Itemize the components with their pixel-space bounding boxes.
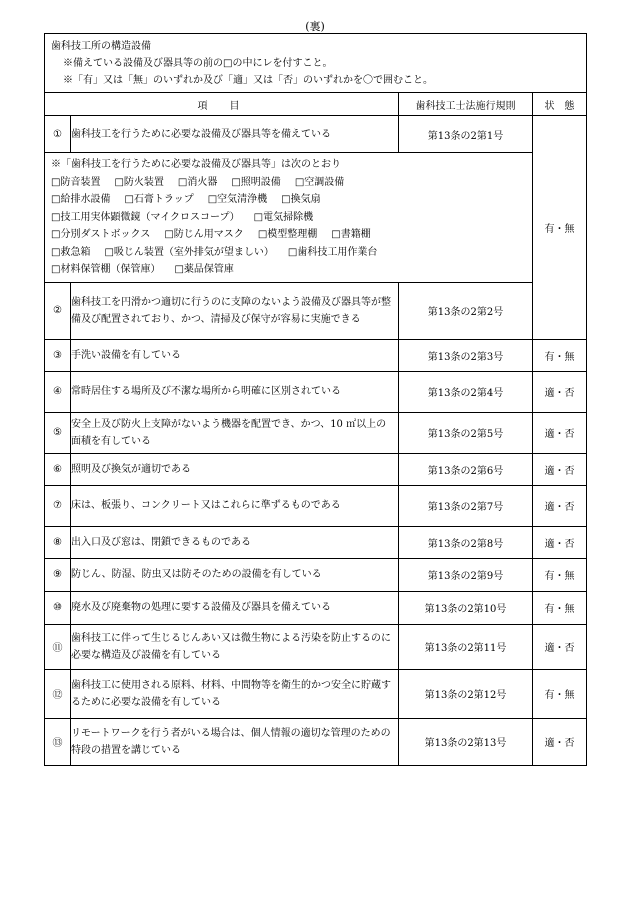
row-state[interactable]: 有・無 xyxy=(533,339,587,371)
column-header-item: 項 目 xyxy=(45,93,399,116)
equipment-checkbox[interactable]: □消火器 xyxy=(177,176,218,188)
instruction-circle: ※「有」又は「無」のいずれか及び「適」又は「否」のいずれかを〇で囲むこと。 xyxy=(63,75,433,86)
row-number: ⑬ xyxy=(45,718,71,765)
equipment-checkbox[interactable]: □給排水設備 xyxy=(51,194,111,205)
row-description: 床は、板張り、コンクリート又はこれらに準ずるものである xyxy=(71,485,399,526)
row-state[interactable]: 適・否 xyxy=(533,718,587,765)
equipment-checkbox[interactable]: □照明設備 xyxy=(231,176,281,188)
instructions-box xyxy=(45,34,587,93)
row-number: ⑨ xyxy=(45,558,71,591)
table-row xyxy=(45,282,587,339)
table-row xyxy=(45,453,587,485)
row-description: リモートワークを行う者がいる場合は、個人情報の適切な管理のための特段の措置を講じている xyxy=(71,718,399,765)
column-header-rule: 歯科技工士法施行規則 xyxy=(399,93,533,116)
row-number: ② xyxy=(45,282,71,339)
equipment-line xyxy=(51,244,532,262)
equipment-checkbox[interactable]: □換気扇 xyxy=(281,194,321,205)
row-rule: 第13条の2第7号 xyxy=(399,485,533,526)
row-state[interactable]: 適・否 xyxy=(533,526,587,558)
equipment-checkbox[interactable]: □空気清浄機 xyxy=(207,194,268,205)
equipment-checkbox[interactable]: □救急箱 xyxy=(51,246,91,258)
equipment-checkbox[interactable]: □歯科技工用作業台 xyxy=(287,246,378,258)
row-description: 常時居住する場所及び不潔な場所から明確に区別されている xyxy=(71,371,399,412)
table-row xyxy=(45,116,587,153)
equipment-line xyxy=(51,174,532,192)
row-description: 防じん、防湿、防虫又は防そのための設備を有している xyxy=(71,558,399,591)
row-description: 廃水及び廃棄物の処理に要する設備及び器具を備えている xyxy=(71,591,399,624)
row-state[interactable]: 適・否 xyxy=(533,371,587,412)
equipment-checkbox[interactable]: □防火装置 xyxy=(114,176,164,188)
column-header-state: 状 態 xyxy=(533,93,587,116)
equipment-checkbox[interactable]: □空調設備 xyxy=(294,176,345,188)
table-row xyxy=(45,526,587,558)
equipment-checkbox[interactable]: □材料保管棚（保管庫） xyxy=(51,264,161,275)
row-rule: 第13条の2第9号 xyxy=(399,558,533,591)
table-row xyxy=(45,339,587,371)
table-row xyxy=(45,591,587,624)
equipment-line xyxy=(51,226,532,244)
instruction-checkmark: ※備えている設備及び器具等の前の□の中にレを付すこと。 xyxy=(63,58,333,69)
row-number: ⑥ xyxy=(45,453,71,485)
table-row xyxy=(45,624,587,669)
row-number: ⑩ xyxy=(45,591,71,624)
row-number: ① xyxy=(45,116,71,153)
equipment-checkbox[interactable]: □分別ダストボックス xyxy=(51,229,151,240)
row-state[interactable]: 適・否 xyxy=(533,412,587,453)
row-number: ⑪ xyxy=(45,624,71,669)
row-rule: 第13条の2第11号 xyxy=(399,624,533,669)
row-rule: 第13条の2第13号 xyxy=(399,718,533,765)
page-side-mark: (裏) xyxy=(305,20,325,33)
row-number: ⑤ xyxy=(45,412,71,453)
row-rule: 第13条の2第4号 xyxy=(399,371,533,412)
section-title: 歯科技工所の構造設備 xyxy=(51,41,151,52)
equipment-intro: ※「歯科技工を行うために必要な設備及び器具等」は次のとおり xyxy=(51,159,341,170)
table-row xyxy=(45,371,587,412)
row-state[interactable]: 有・無 xyxy=(533,116,587,340)
row-rule: 第13条の2第2号 xyxy=(399,282,533,339)
row-rule: 第13条の2第1号 xyxy=(399,116,533,153)
structure-equipment-table xyxy=(44,33,587,766)
row-rule: 第13条の2第5号 xyxy=(399,412,533,453)
row-description: 歯科技工に伴って生じるじんあい又は微生物による汚染を防止するのに必要な構造及び設備を有している xyxy=(71,624,399,669)
equipment-checkbox[interactable]: □吸じん装置（室外排気が望ましい） xyxy=(104,246,274,258)
equipment-checkbox[interactable]: □技工用実体顕微鏡（マイクロスコープ） xyxy=(51,211,240,223)
row-state[interactable]: 有・無 xyxy=(533,591,587,624)
equipment-checkbox[interactable]: □模型整理棚 xyxy=(257,229,318,240)
equipment-list xyxy=(45,153,533,283)
equipment-line xyxy=(51,191,532,209)
row-description: 歯科技工を円滑かつ適切に行うのに支障のないよう設備及び器具等が整備及び配置されており、かつ、清掃及び保守が容易に実施できる xyxy=(71,282,399,339)
equipment-line xyxy=(51,261,532,279)
table-row xyxy=(45,412,587,453)
row-number: ④ xyxy=(45,371,71,412)
row-number: ③ xyxy=(45,339,71,371)
row-description: 照明及び換気が適切である xyxy=(71,453,399,485)
equipment-checkbox[interactable]: □書籍棚 xyxy=(331,229,371,240)
row-number: ⑦ xyxy=(45,485,71,526)
equipment-line xyxy=(51,209,532,227)
row-rule: 第13条の2第12号 xyxy=(399,669,533,718)
table-row xyxy=(45,718,587,765)
row-description: 手洗い設備を有している xyxy=(71,339,399,371)
row-description: 安全上及び防火上支障がないよう機器を配置でき、かつ、10 ㎡以上の面積を有している xyxy=(71,412,399,453)
row-rule: 第13条の2第6号 xyxy=(399,453,533,485)
equipment-checkbox[interactable]: □防音装置 xyxy=(51,176,101,188)
equipment-checkbox[interactable]: □石膏トラップ xyxy=(124,194,194,205)
table-row xyxy=(45,558,587,591)
table-row xyxy=(45,669,587,718)
row-description: 出入口及び窓は、閉鎖できるものである xyxy=(71,526,399,558)
row-state[interactable]: 有・無 xyxy=(533,669,587,718)
row-state[interactable]: 適・否 xyxy=(533,624,587,669)
row-rule: 第13条の2第8号 xyxy=(399,526,533,558)
row-state[interactable]: 適・否 xyxy=(533,485,587,526)
equipment-checkbox[interactable]: □防じん用マスク xyxy=(164,229,244,240)
row-description: 歯科技工に使用される原料、材料、中間物等を衛生的かつ安全に貯蔵するために必要な設備を有している xyxy=(71,669,399,718)
row-state[interactable]: 適・否 xyxy=(533,453,587,485)
row-rule: 第13条の2第10号 xyxy=(399,591,533,624)
equipment-checkbox[interactable]: □電気掃除機 xyxy=(253,211,314,223)
row-description: 歯科技工を行うために必要な設備及び器具等を備えている xyxy=(71,116,399,153)
row-rule: 第13条の2第3号 xyxy=(399,339,533,371)
row-number: ⑫ xyxy=(45,669,71,718)
equipment-checkbox[interactable]: □薬品保管庫 xyxy=(174,264,234,275)
row-state[interactable]: 有・無 xyxy=(533,558,587,591)
table-row xyxy=(45,485,587,526)
equipment-list-row xyxy=(45,153,587,283)
row-number: ⑧ xyxy=(45,526,71,558)
